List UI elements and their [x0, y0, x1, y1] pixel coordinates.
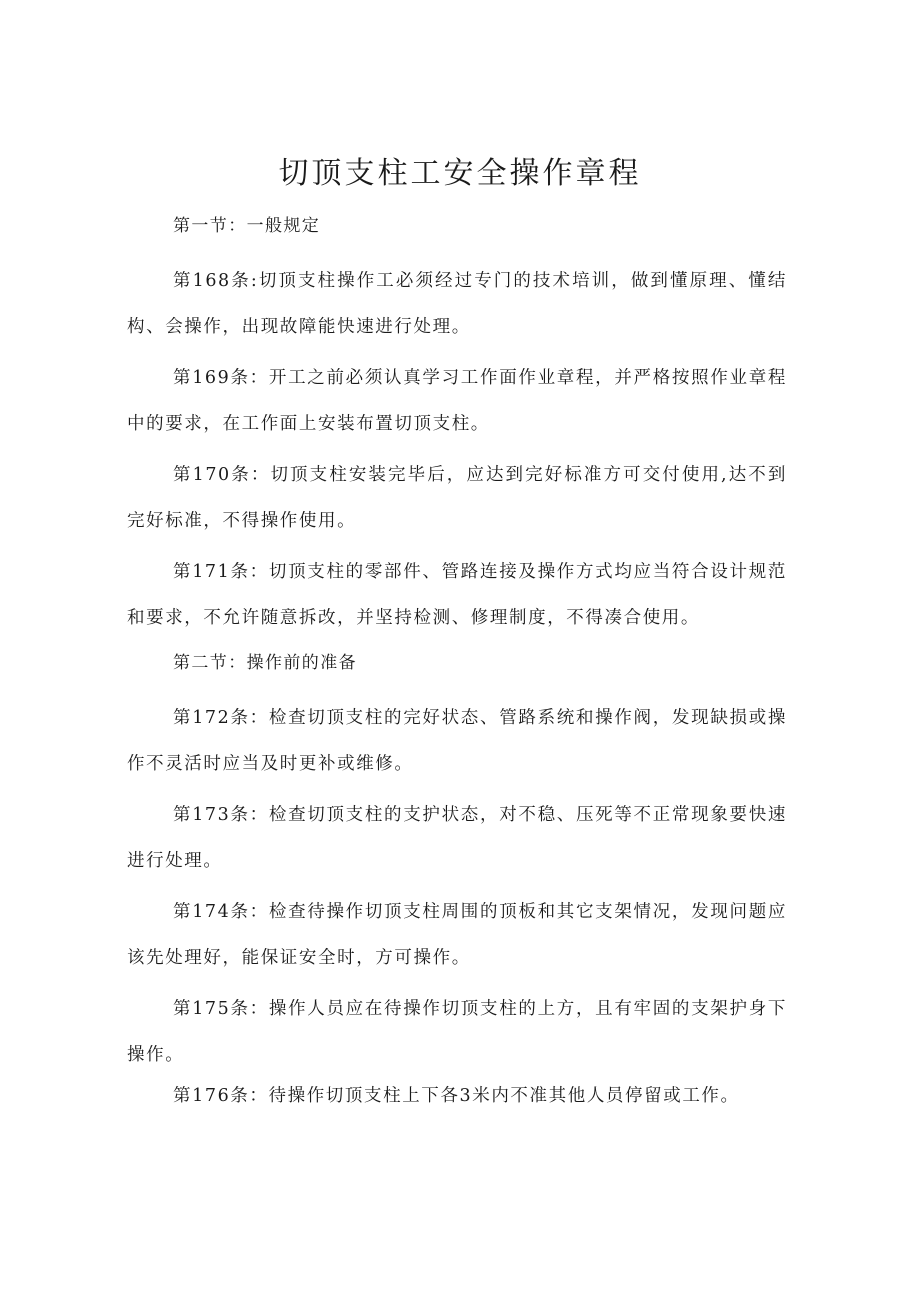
section-heading-1: 第一节：一般规定	[173, 216, 321, 236]
article-173: 第173条：检查切顶支柱的支护状态，对不稳、压死等不正常现象要快速进行处理。	[127, 805, 787, 871]
page-title: 切顶支柱工安全操作章程	[278, 156, 642, 191]
section-heading-2: 第二节：操作前的准备	[173, 653, 357, 673]
article-171: 第171条：切顶支柱的零部件、管路连接及操作方式均应当符合设计规范和要求，不允许随意拆改，并坚持检测、修理制度，不得凑合使用。	[127, 562, 787, 628]
article-174: 第174条：检查待操作切顶支柱周围的顶板和其它支架情况，发现问题应该先处理好，能保证安全时，方可操作。	[127, 902, 787, 968]
article-172: 第172条：检查切顶支柱的完好状态、管路系统和操作阀，发现缺损或操作不灵活时应当及时更补或维修。	[127, 708, 787, 774]
article-168: 第168条:切顶支柱操作工必须经过专门的技术培训，做到懂原理、懂结构、会操作，出现故障能快速进行处理。	[127, 271, 787, 337]
article-170: 第170条：切顶支柱安装完毕后，应达到完好标准方可交付使用,达不到完好标准，不得操作使用。	[127, 465, 787, 531]
article-175: 第175条：操作人员应在待操作切顶支柱的上方，且有牢固的支架护身下操作。	[127, 999, 787, 1065]
article-176: 第176条：待操作切顶支柱上下各3米内不准其他人员停留或工作。	[173, 1086, 740, 1106]
article-169: 第169条：开工之前必须认真学习工作面作业章程，并严格按照作业章程中的要求，在工作面上安装布置切顶支柱。	[127, 368, 787, 434]
